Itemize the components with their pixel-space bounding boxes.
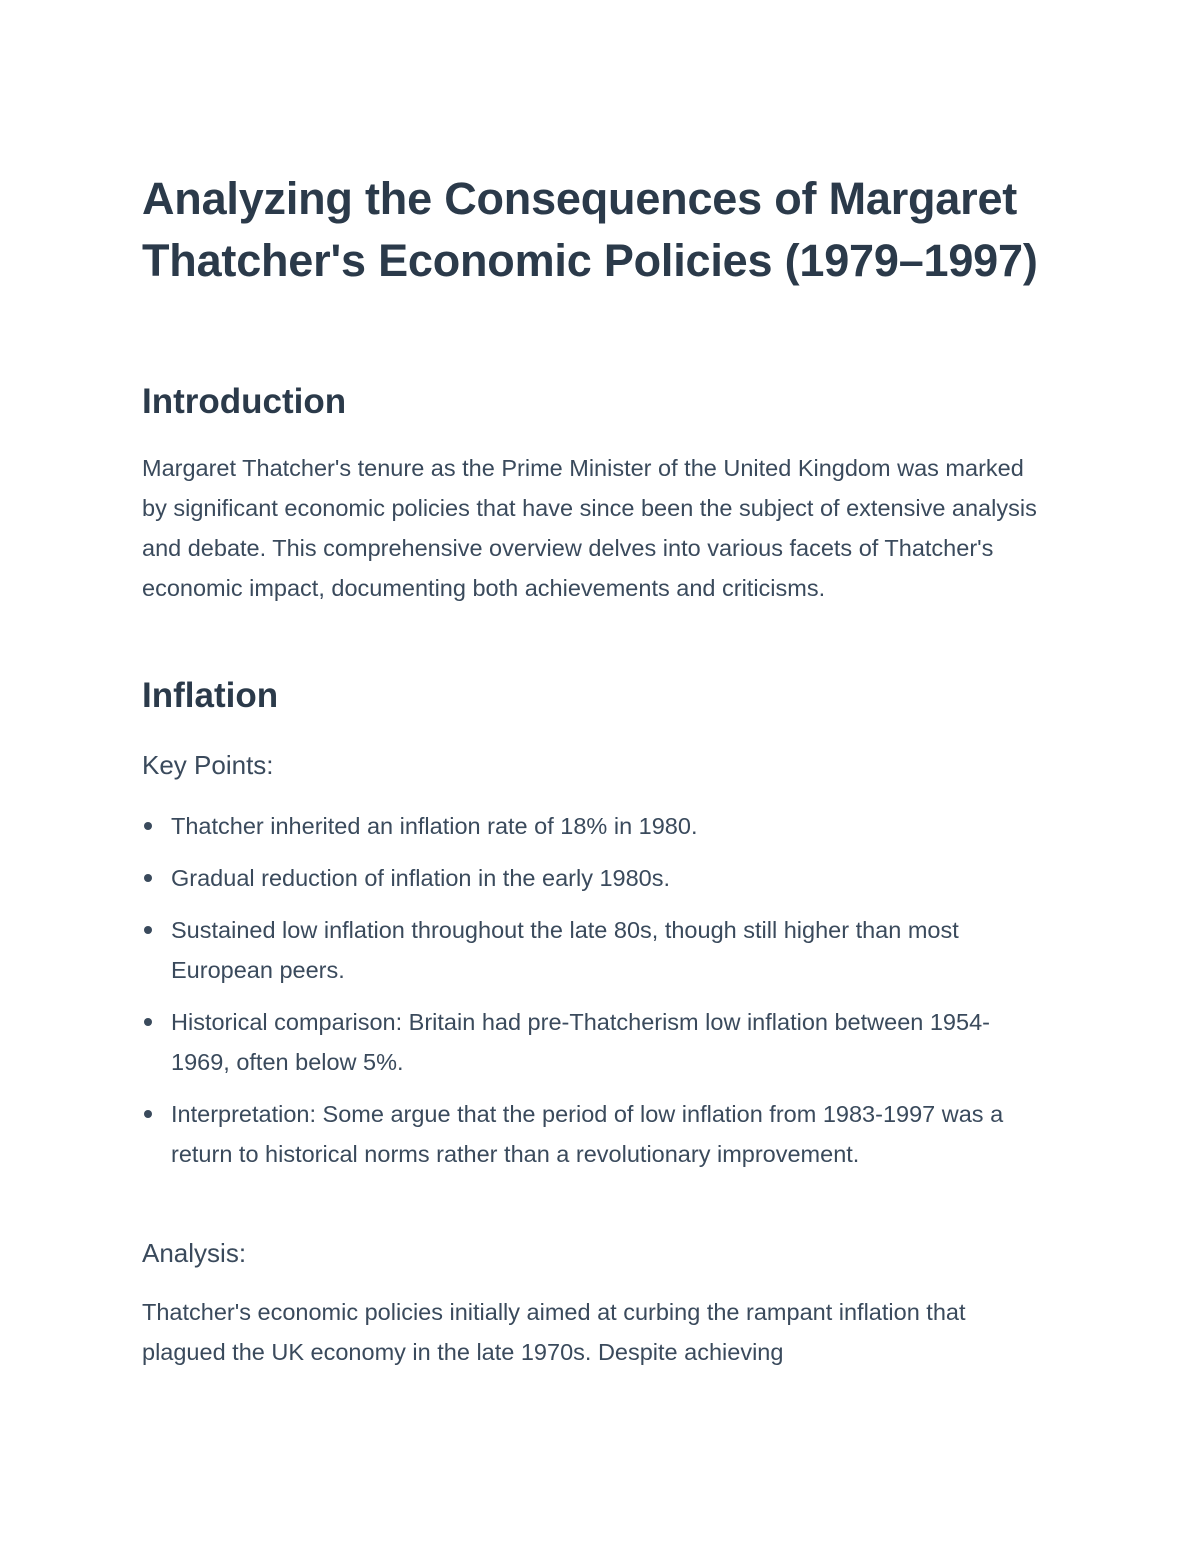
- bullet-icon: [144, 822, 152, 830]
- bullet-icon: [144, 1110, 152, 1118]
- list-item: [142, 858, 1047, 898]
- list-item: [142, 806, 1047, 846]
- analysis-paragraph: Thatcher's economic policies initially aimed at curbing the rampant inflation that plagued the UK economy in the late 1970s. Despite achieving: [142, 1299, 966, 1365]
- bullet-icon: [144, 874, 152, 882]
- list-item: [142, 1002, 1047, 1082]
- bullet-icon: [144, 926, 152, 934]
- analysis-heading: Analysis:: [142, 1238, 247, 1268]
- section-heading-inflation: Inflation: [142, 676, 279, 715]
- bullet-icon: [144, 1018, 152, 1026]
- section-heading-introduction: Introduction: [142, 382, 347, 421]
- list-item-text: Thatcher inherited an inflation rate of 18% in 1980.: [171, 813, 698, 839]
- list-item-text: Historical comparison: Britain had pre-Thatcherism low inflation between 1954-1969, often below 5%.: [171, 1009, 990, 1075]
- key-points-list: [142, 806, 1047, 1186]
- introduction-paragraph: Margaret Thatcher's tenure as the Prime Minister of the United Kingdom was marked by significant economic policies that have since been the subject of extensive analysis and debate. This comprehensive overview delves into various facets of Thatcher's economic impact, documenting both achievements and criticisms.: [142, 455, 1037, 601]
- list-item-text: Interpretation: Some argue that the period of low inflation from 1983-1997 was a return to historical norms rather than a revolutionary improvement.: [171, 1101, 1004, 1167]
- key-points-heading: Key Points:: [142, 750, 274, 780]
- list-item: [142, 910, 1047, 990]
- list-item-text: Sustained low inflation throughout the late 80s, though still higher than most European peers.: [171, 917, 959, 983]
- list-item: [142, 1094, 1047, 1174]
- list-item-text: Gradual reduction of inflation in the early 1980s.: [171, 865, 671, 891]
- document-title: Analyzing the Consequences of Margaret Thatcher's Economic Policies (1979–1997): [142, 173, 1038, 286]
